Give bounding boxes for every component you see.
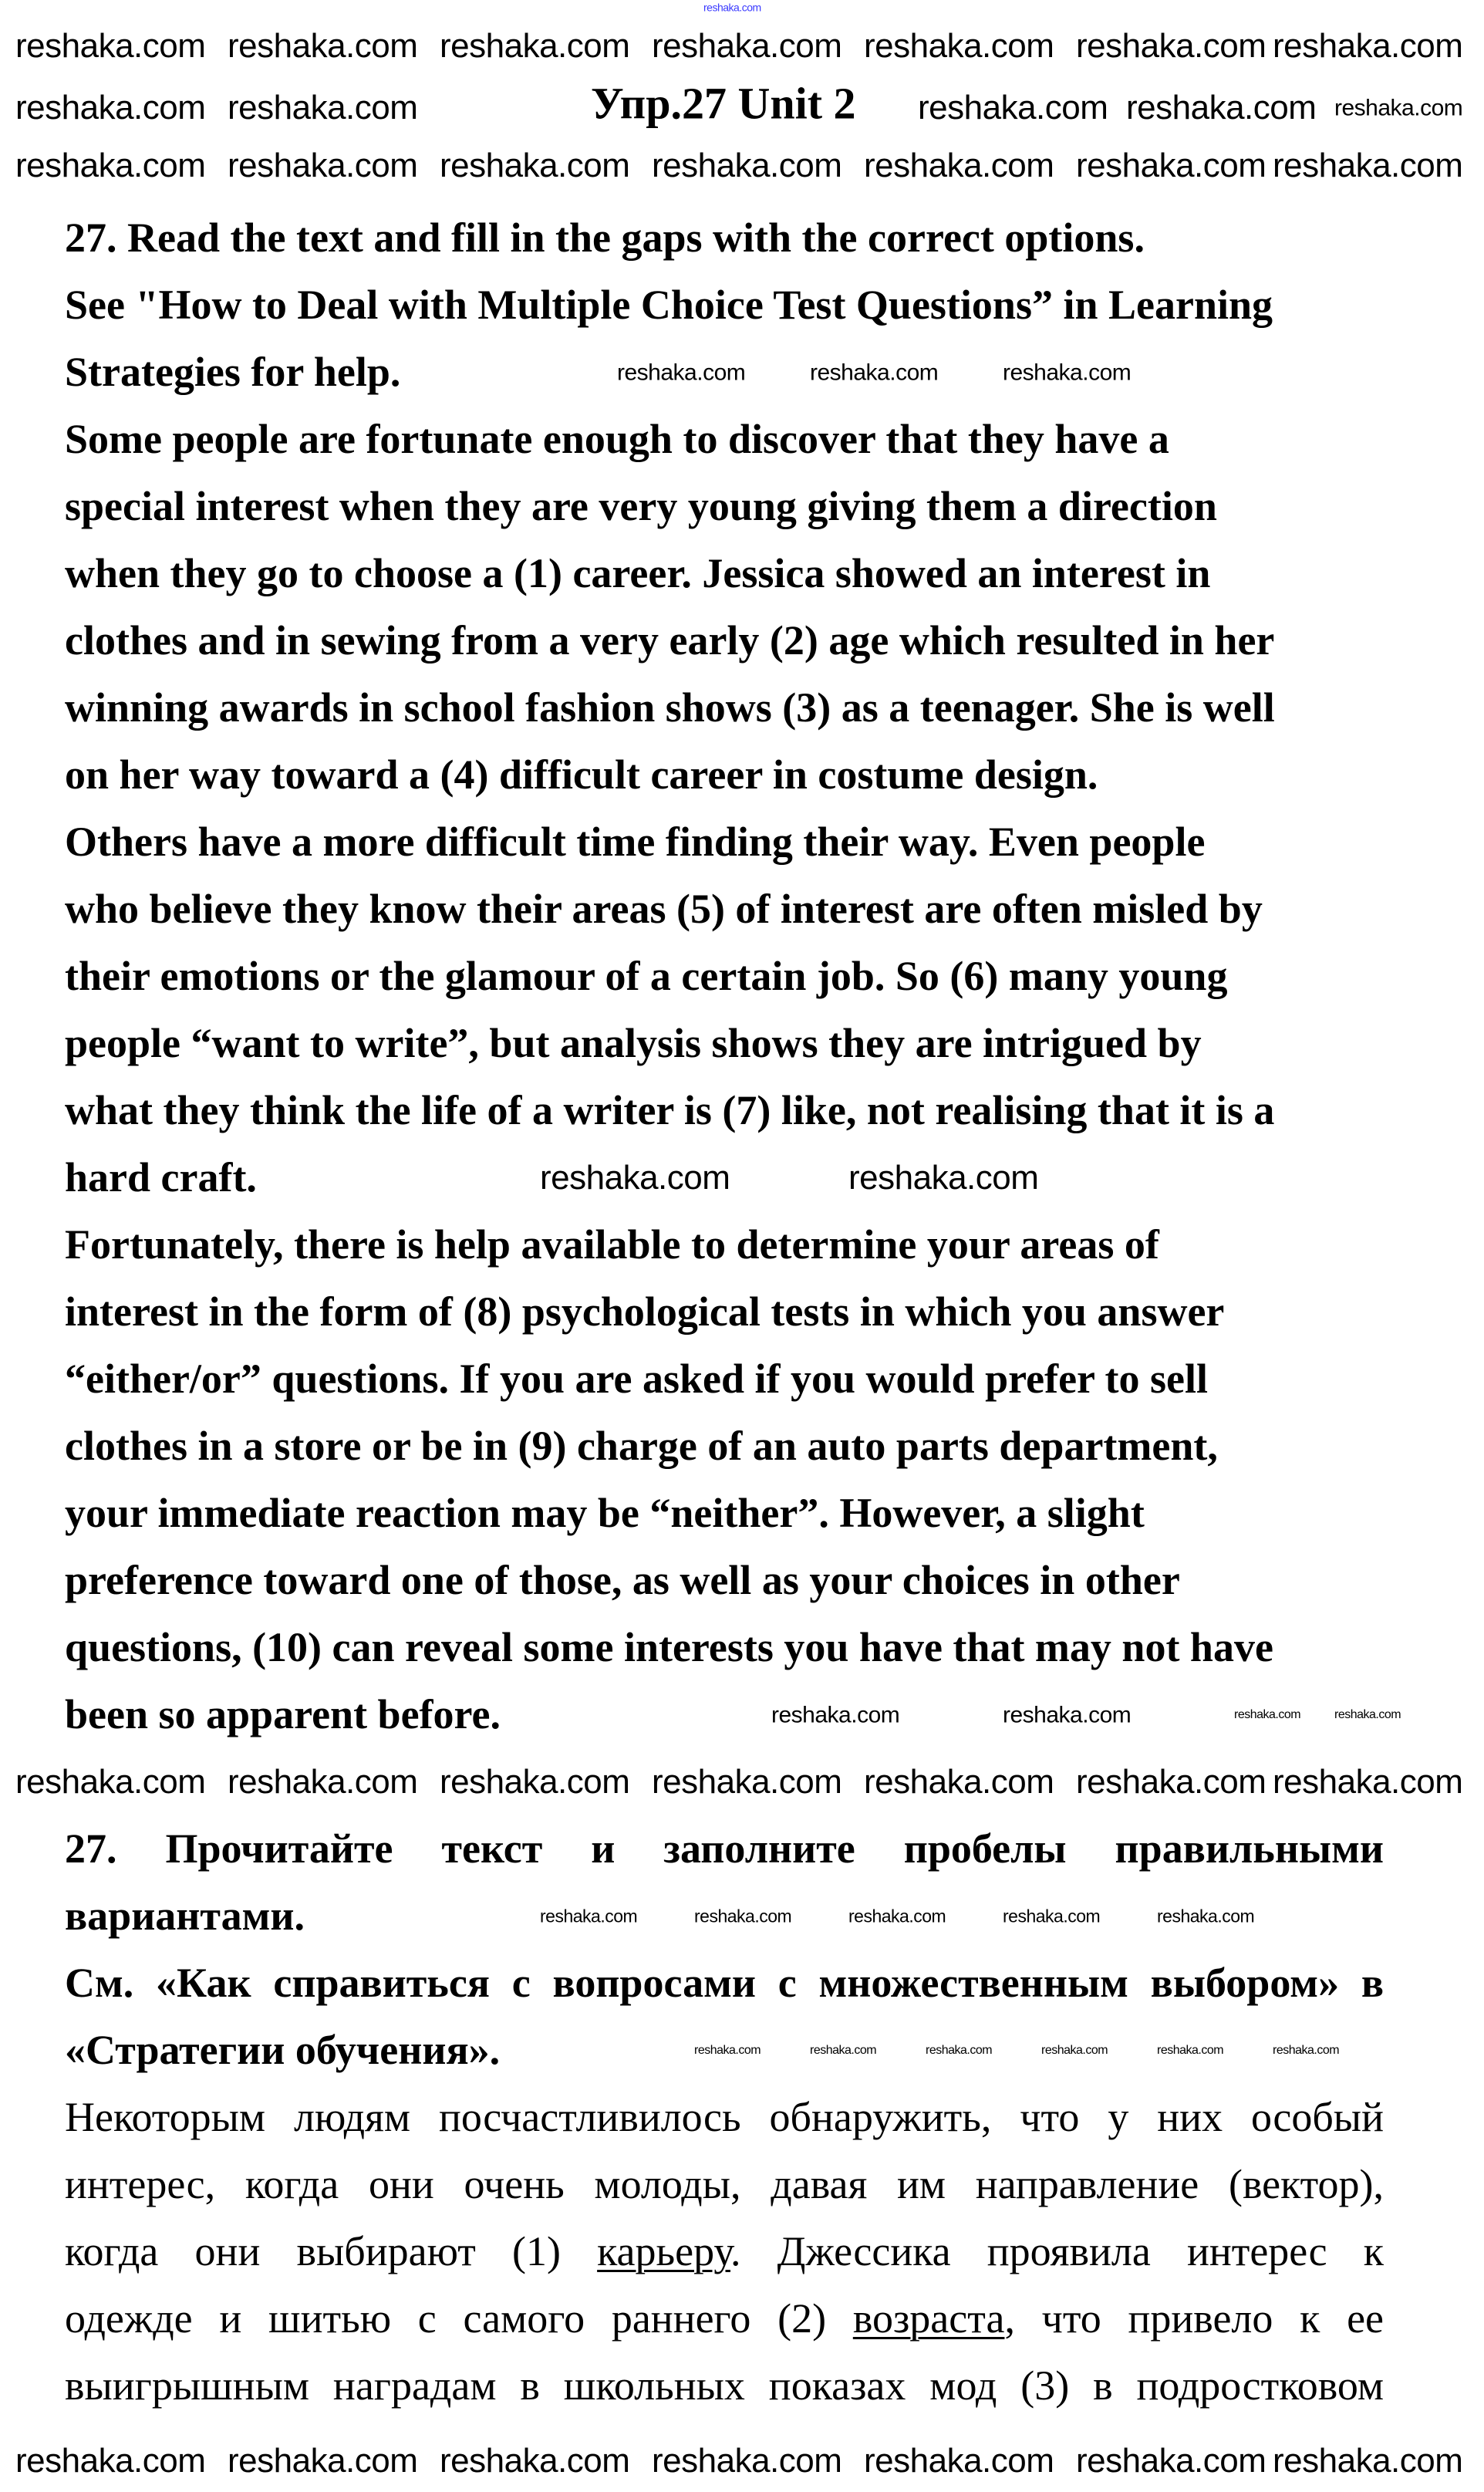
task-instruction-line: See "How to Deal with Multiple Choice Test Questions” in Learning: [65, 282, 1273, 328]
text-segment: , что привело к ее: [1004, 2295, 1385, 2342]
watermark: reshaka.com: [926, 2044, 993, 2058]
watermark: reshaka.com: [848, 1906, 946, 1926]
watermark: reshaka.com: [1076, 1762, 1266, 1801]
watermark: reshaka.com: [15, 146, 206, 184]
watermark: reshaka.com: [864, 26, 1054, 65]
watermark: reshaka.com: [15, 2441, 206, 2480]
watermark: reshaka.com: [1003, 360, 1132, 386]
watermark: reshaka.com: [440, 146, 630, 184]
english-text-line: people “want to write”, but analysis shows they are intrigued by: [65, 1020, 1202, 1066]
english-text-line: Others have a more difficult time finding their way. Even people: [65, 819, 1206, 865]
watermark: reshaka.com: [1273, 2441, 1463, 2480]
watermark: reshaka.com: [440, 1762, 630, 1801]
english-text-line: what they think the life of a writer is (7) like, not realising that it is a: [65, 1087, 1275, 1133]
watermark: reshaka.com: [617, 360, 746, 386]
english-text-line: “either/or” questions. If you are asked if you would prefer to sell: [65, 1356, 1208, 1402]
watermark: reshaka.com: [1126, 88, 1317, 127]
text-segment: . Джессика проявила интерес к: [730, 2228, 1384, 2274]
english-text-line: your immediate reaction may be “neither”. However, a slight: [65, 1490, 1145, 1536]
english-text-line: interest in the form of (8) psychological tests in which you answer: [65, 1288, 1225, 1335]
watermark: reshaka.com: [1157, 2044, 1224, 2058]
page-title: Упр.27 Unit 2: [591, 78, 856, 129]
watermark: reshaka.com: [694, 1906, 792, 1926]
watermark: reshaka.com: [15, 1762, 206, 1801]
russian-text-line: Некоторым людям посчастливилось обнаружить, что у них особый: [65, 2094, 1384, 2140]
watermark: reshaka.com: [810, 2044, 877, 2058]
watermark: reshaka.com: [1234, 1708, 1301, 1722]
watermark: reshaka.com: [228, 26, 418, 65]
watermark: reshaka.com: [864, 2441, 1054, 2480]
exercise-text: [65, 204, 1384, 2419]
watermark: reshaka.com: [540, 1158, 730, 1197]
watermark: reshaka.com: [1334, 95, 1463, 121]
watermark-top: reshaka.com: [703, 1, 761, 14]
watermark: reshaka.com: [771, 1702, 900, 1728]
english-text-line: on her way toward a (4) difficult career in costume design.: [65, 751, 1098, 798]
watermark: reshaka.com: [652, 146, 842, 184]
english-text-line: Fortunately, there is help available to determine your areas of: [65, 1221, 1159, 1268]
watermark: reshaka.com: [652, 2441, 842, 2480]
english-text-line: who believe they know their areas (5) of interest are often misled by: [65, 886, 1263, 932]
task-instruction-line: 27. Read the text and fill in the gaps with the correct options.: [65, 214, 1145, 261]
english-text-line: preference toward one of those, as well as your choices in other: [65, 1557, 1180, 1603]
russian-text-line: [65, 2285, 1384, 2352]
russian-heading-line: 27. Прочитайте текст и заполните пробелы правильными: [65, 1825, 1384, 1872]
watermark: reshaka.com: [228, 146, 418, 184]
task-instruction-line: Strategies for help.: [65, 349, 401, 395]
watermark: reshaka.com: [540, 1906, 638, 1926]
russian-text-line: [65, 2218, 1384, 2285]
watermark: reshaka.com: [1041, 2044, 1108, 2058]
watermark: reshaka.com: [652, 1762, 842, 1801]
watermark: reshaka.com: [1273, 1762, 1463, 1801]
watermark: reshaka.com: [1003, 1906, 1101, 1926]
english-text-line: their emotions or the glamour of a certain job. So (6) many young: [65, 953, 1228, 999]
watermark: reshaka.com: [848, 1158, 1039, 1197]
watermark: reshaka.com: [1273, 26, 1463, 65]
watermark: reshaka.com: [652, 26, 842, 65]
watermark: reshaka.com: [228, 2441, 418, 2480]
english-text-line: clothes in a store or be in (9) charge of an auto parts department,: [65, 1423, 1218, 1469]
watermark: reshaka.com: [1003, 1702, 1132, 1728]
english-text-line: when they go to choose a (1) career. Jessica showed an interest in: [65, 550, 1211, 596]
watermark: reshaka.com: [918, 88, 1108, 127]
watermark: reshaka.com: [1076, 26, 1266, 65]
watermark: reshaka.com: [440, 2441, 630, 2480]
russian-heading-line: вариантами.: [65, 1893, 305, 1939]
watermark: reshaka.com: [694, 2044, 761, 2058]
watermark: reshaka.com: [1157, 1906, 1255, 1926]
watermark: reshaka.com: [1334, 1708, 1401, 1722]
english-text-line: clothes and in sewing from a very early (2) age which resulted in her: [65, 617, 1275, 664]
russian-text-line: интерес, когда они очень молоды, давая им направление (вектор),: [65, 2161, 1384, 2207]
watermark: reshaka.com: [810, 360, 939, 386]
watermark: reshaka.com: [1076, 146, 1266, 184]
watermark: reshaka.com: [228, 88, 418, 127]
russian-see-line: «Стратегии обучения».: [65, 2027, 501, 2073]
text-segment: одежде и шитью с самого раннего (2): [65, 2295, 853, 2342]
english-text-line: been so apparent before.: [65, 1691, 501, 1737]
russian-text-line: выигрышным наградам в школьных показах мод (3) в подростковом: [65, 2362, 1384, 2409]
watermark: reshaka.com: [864, 146, 1054, 184]
text-segment: когда они выбирают (1): [65, 2228, 598, 2274]
english-text-line: hard craft.: [65, 1154, 257, 1200]
watermark: reshaka.com: [1273, 2044, 1340, 2058]
answer-underlined: возраста: [852, 2295, 1005, 2342]
watermark: reshaka.com: [1273, 146, 1463, 184]
watermark: reshaka.com: [228, 1762, 418, 1801]
english-text-line: special interest when they are very young giving them a direction: [65, 483, 1217, 529]
russian-see-line: См. «Как справиться с вопросами с множественным выбором» в: [65, 1960, 1384, 2006]
watermark: reshaka.com: [1076, 2441, 1266, 2480]
answer-underlined: карьеру: [597, 2228, 730, 2274]
english-text-line: Some people are fortunate enough to discover that they have a: [65, 416, 1169, 462]
watermark: reshaka.com: [440, 26, 630, 65]
english-text-line: winning awards in school fashion shows (3) as a teenager. She is well: [65, 684, 1275, 731]
english-text-line: questions, (10) can reveal some interests you have that may not have: [65, 1624, 1273, 1670]
watermark: reshaka.com: [15, 88, 206, 127]
watermark: reshaka.com: [864, 1762, 1054, 1801]
watermark: reshaka.com: [15, 26, 206, 65]
